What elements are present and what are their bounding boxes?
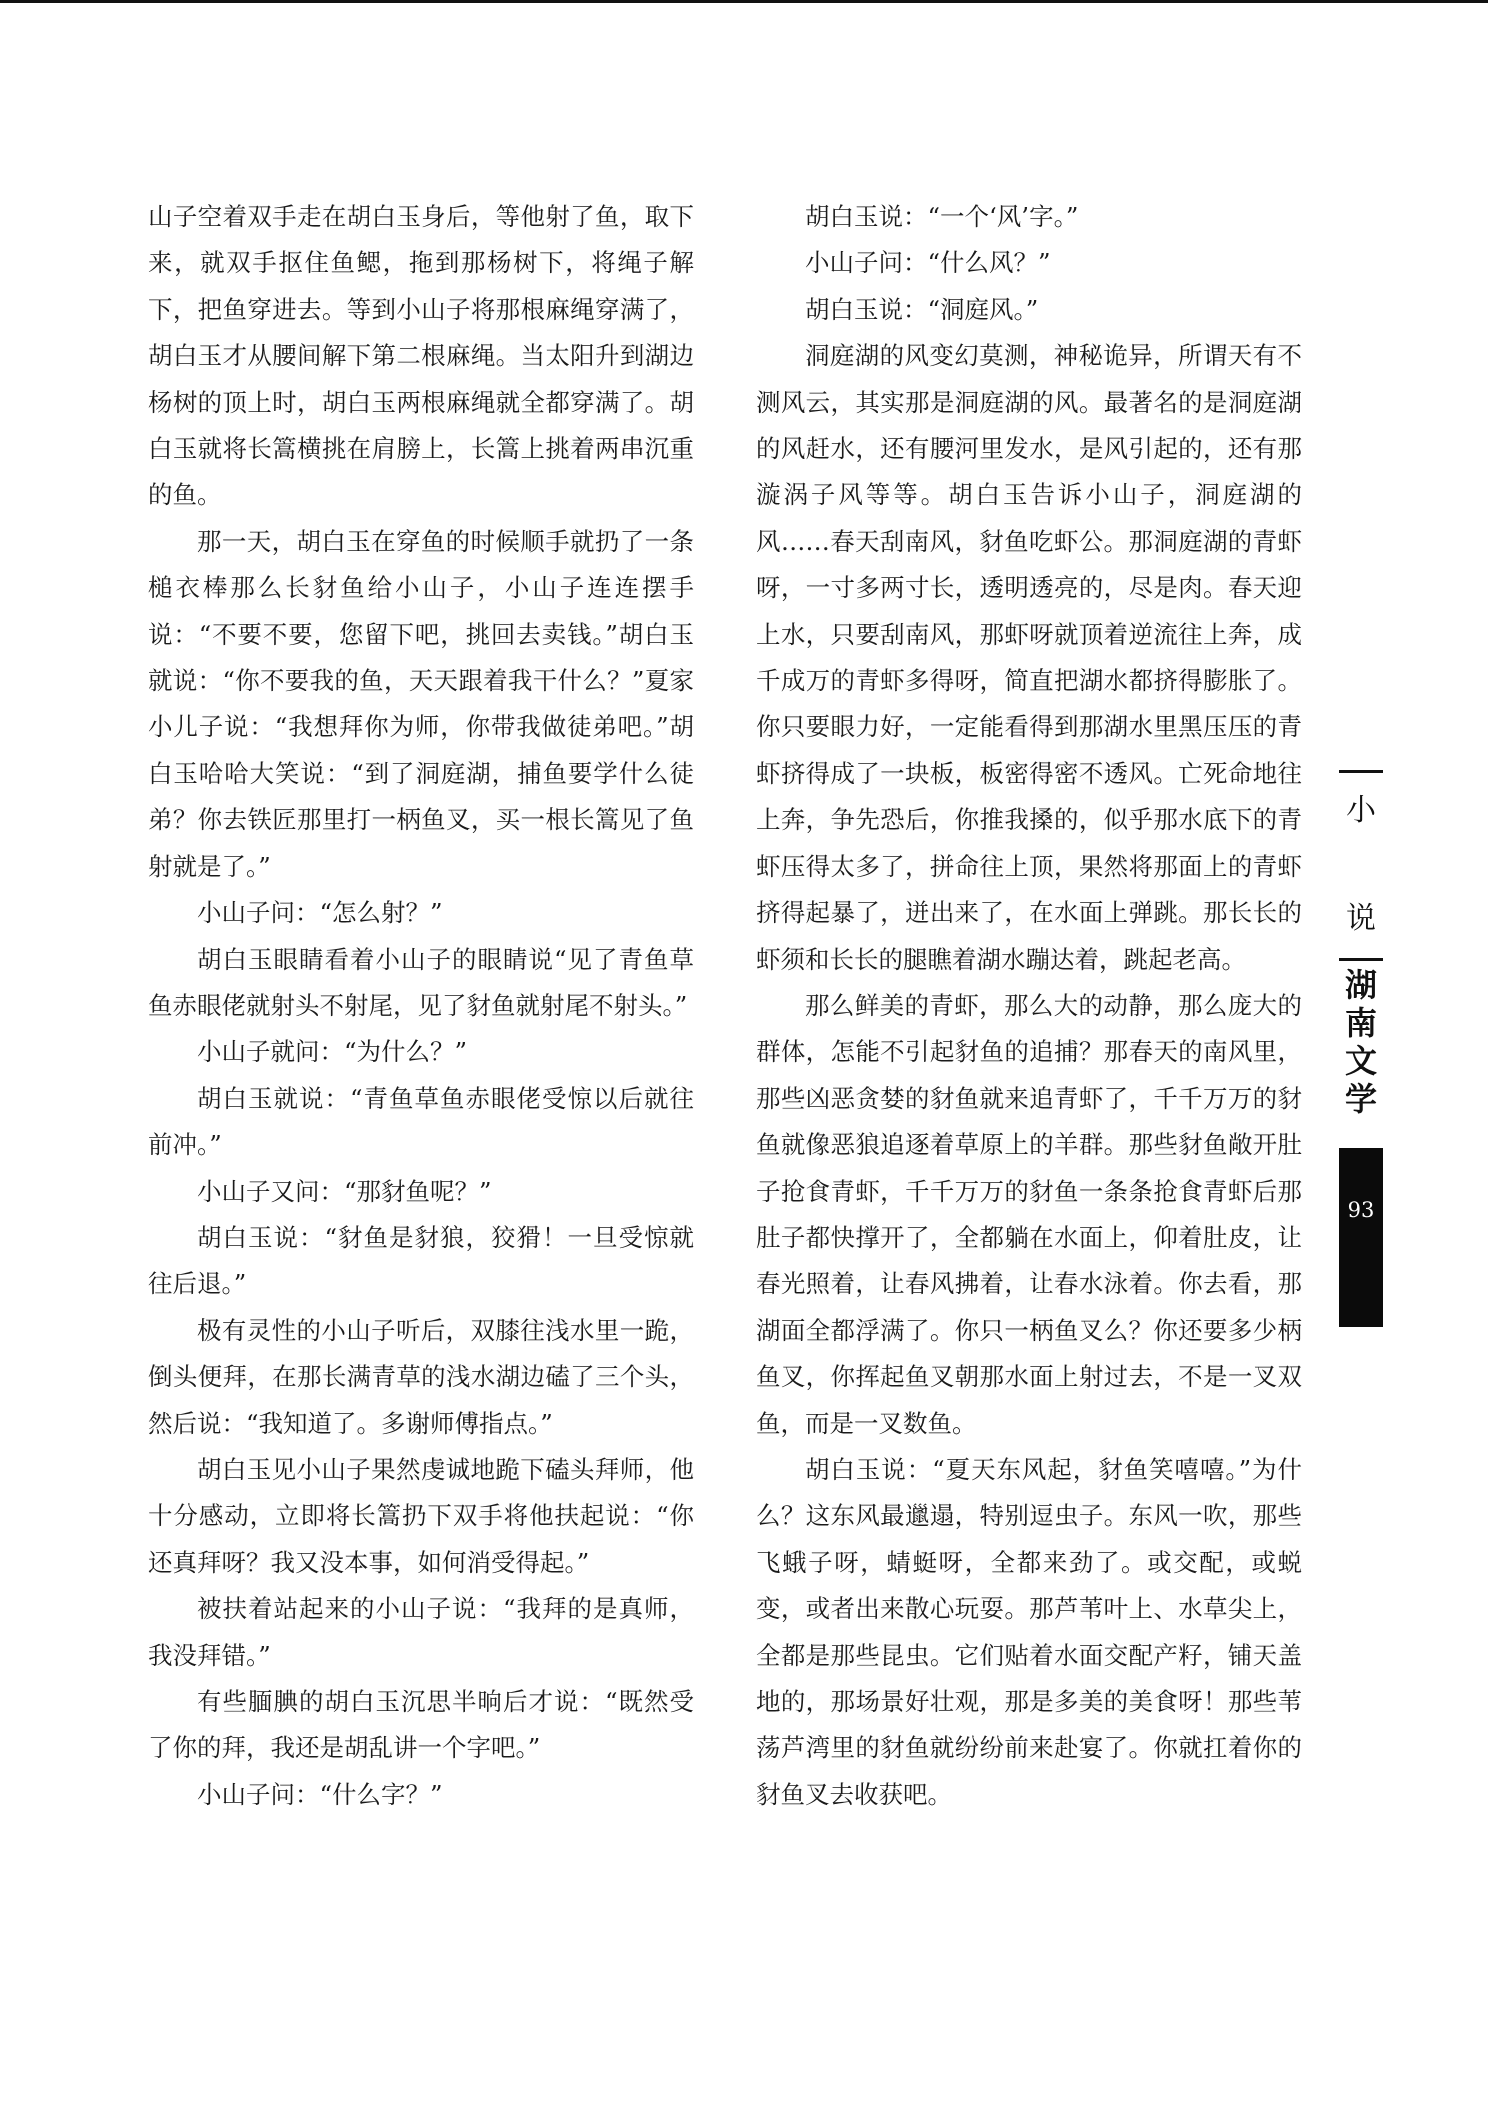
section-label-char-1: 小 [1346,793,1376,828]
paragraph: 山子空着双手走在胡白玉身后，等他射了鱼，取下来，就双手抠住鱼鳃，拖到那杨树下，将绳子解下，把鱼穿进去。等到小山子将那根麻绳穿满了，胡白玉才从腰间解下第二根麻绳。当太阳升到湖边杨树的顶上时，胡白玉两根麻绳就全都穿满了。胡白玉就将长篙横挑在肩膀上，长篙上挑着两串沉重的鱼。 [148,202,694,510]
paragraph: 那么鲜美的青虾，那么大的动静，那么庞大的群体，怎能不引起豺鱼的追捕？那春天的南风里，那些凶恶贪婪的豺鱼就来追青虾了，千千万万的豺鱼就像恶狼追逐着草原上的羊群。那些豺鱼敞开肚子抢食青虾，千千万万的豺鱼一条条抢食青虾后那肚子都快撑开了，全都躺在水面上，仰着肚皮，让春光照着，让春风拂着，让春水泳着。你去看，那湖面全都浮满了。你只一柄鱼叉么？你还要多少柄鱼叉，你挥起鱼叉朝那水面上射过去，不是一叉双鱼，而是一叉数鱼。 [756,990,1302,1438]
sidebar-rule-middle [1339,958,1383,961]
magazine-name-char: 南 [1344,1004,1377,1042]
paragraph: 胡白玉见小山子果然虔诚地跪下磕头拜师，他十分感动，立即将长篙扔下双手将他扶起说：“你还真拜呀？我又没本事，如何消受得起。” [148,1454,694,1577]
section-label-char-2: 说 [1346,901,1376,936]
magazine-name-char: 湖 [1344,966,1377,1004]
paragraph: 胡白玉说：“豺鱼是豺狼，狡猾！一旦受惊就往后退。” [148,1222,694,1299]
left-text-column [148,194,694,1818]
paragraph: 胡白玉说：“夏天东风起，豺鱼笑嘻嘻。”为什么？这东风最邋遢，特别逗虫子。东风一吹，那些飞蛾子呀，蜻蜓呀，全都来劲了。或交配，或蜕变，或者出来散心玩耍。那芦苇叶上、水草尖上，全都是那些昆虫。它们贴着水面交配产籽，铺天盖地的，那场景好壮观，那是多美的美食呀！那些苇荡芦湾里的豺鱼就纷纷前来赴宴了。你就扛着你的豺鱼叉去收获吧。 [756,1454,1302,1809]
paragraph: 胡白玉说：“一个‘风’字。” [805,202,1079,231]
page-number: 93 [1347,1198,1375,1222]
page-number-block [1339,1148,1383,1327]
magazine-name [1339,966,1383,1118]
paragraph: 洞庭湖的风变幻莫测，神秘诡异，所谓天有不测风云，其实那是洞庭湖的风。最著名的是洞庭湖的风赶水，还有腰河里发水，是风引起的，还有那漩涡子风等等。胡白玉告诉小山子，洞庭湖的风……春天刮南风，豺鱼吃虾公。那洞庭湖的青虾呀，一寸多两寸长，透明透亮的，尽是肉。春天迎上水，只要刮南风，那虾呀就顶着逆流往上奔，成千成万的青虾多得呀，简直把湖水都挤得膨胀了。你只要眼力好，一定能看得到那湖水里黑压压的青虾挤得成了一块板，板密得密不透风。亡死命地往上奔，争先恐后，你推我搡的，似乎那水底下的青虾压得太多了，拼命往上顶，果然将那面上的青虾挤得起暴了，迸出来了，在水面上弹跳。那长长的虾须和长长的腿瞧着湖水蹦达着，跳起老高。 [756,341,1302,974]
magazine-name-char: 文 [1344,1042,1377,1080]
right-text-column [756,194,1302,1818]
paragraph: 被扶着站起来的小山子说：“我拜的是真师，我没拜错。” [148,1594,694,1670]
paragraph: 小山子就问：“为什么？” [197,1037,468,1067]
paragraph: 胡白玉说：“洞庭风。” [805,294,1039,324]
paragraph: 有些腼腆的胡白玉沉思半晌后才说：“既然受了你的拜，我还是胡乱讲一个字吧。” [148,1687,694,1763]
paragraph: 小山子问：“怎么射？” [197,898,443,928]
paragraph: 胡白玉眼睛看着小山子的眼睛说“见了青鱼草鱼赤眼佬就射头不射尾，见了豺鱼就射尾不射头。” [148,944,694,1020]
paragraph: 胡白玉就说：“青鱼草鱼赤眼佬受惊以后就往前冲。” [148,1083,694,1160]
magazine-name-char: 学 [1344,1080,1377,1118]
paragraph: 极有灵性的小山子听后，双膝往浅水里一跪，倒头便拜，在那长满青草的浅水湖边磕了三个头，然后说：“我知道了。多谢师傅指点。” [148,1315,694,1438]
paragraph: 小山子问：“什么风？” [805,248,1051,278]
top-rule [0,0,1488,3]
paragraph: 小山子问：“什么字？” [197,1779,443,1809]
paragraph: 那一天，胡白玉在穿鱼的时候顺手就扔了一条槌衣棒那么长豺鱼给小山子，小山子连连摆手说：“不要不要，您留下吧，挑回去卖钱。”胡白玉就说：“你不要我的鱼，天天跟着我干什么？”夏家小儿子说：“我想拜你为师，你带我做徒弟吧。”胡白玉哈哈大笑说：“到了洞庭湖，捕鱼要学什么徒弟？你去铁匠那里打一柄鱼叉，买一根长篙见了鱼射就是了。” [148,526,694,881]
paragraph: 小山子又问：“那豺鱼呢？” [197,1176,492,1206]
sidebar-rule-top [1339,770,1383,773]
